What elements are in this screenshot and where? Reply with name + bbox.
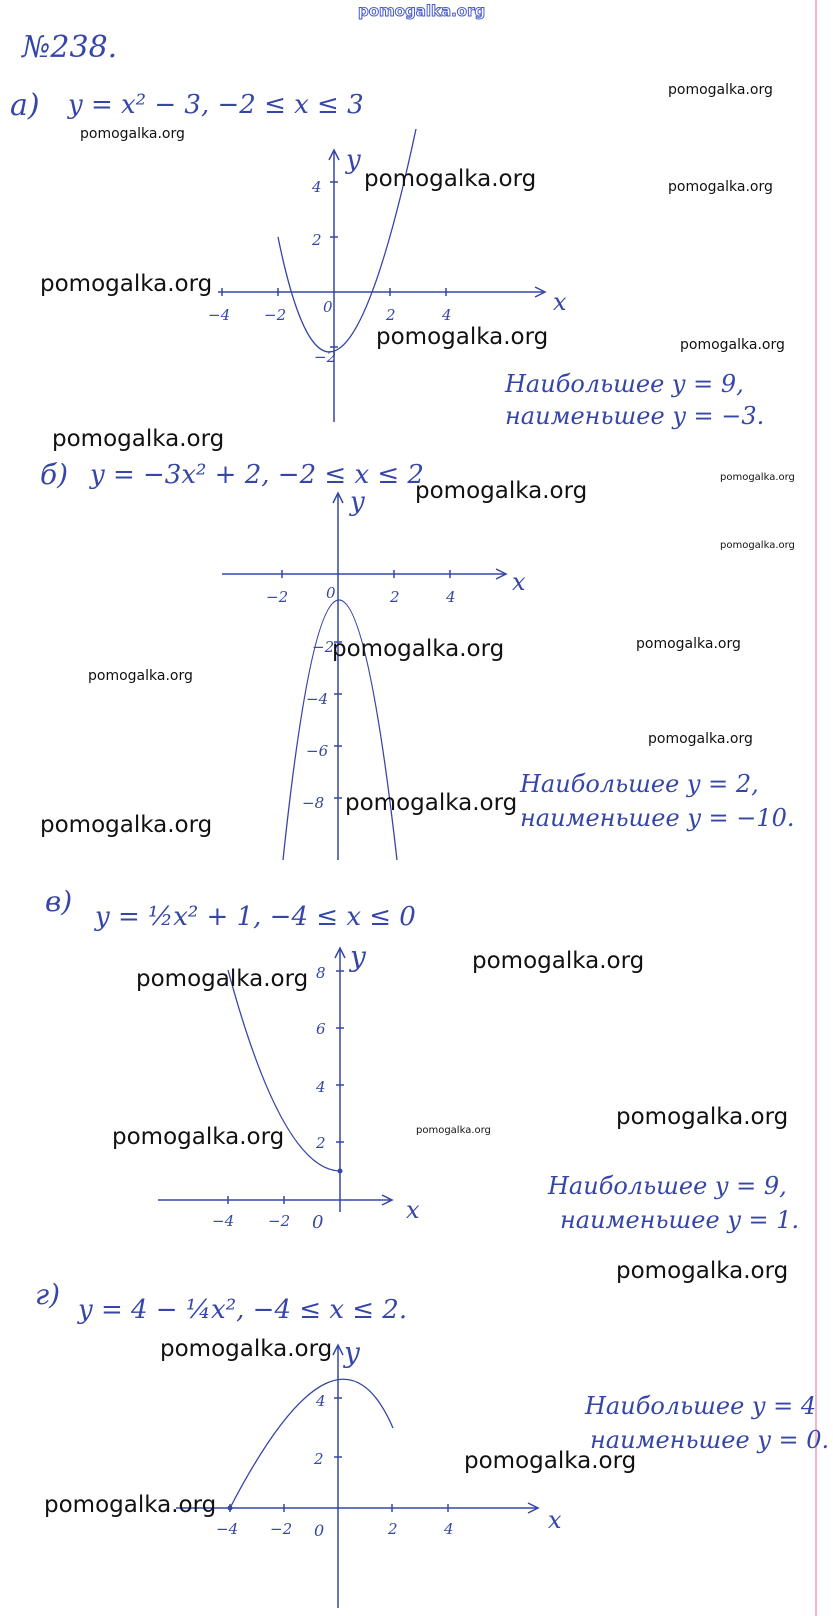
part-b-equation: y = −3x² + 2, −2 ≤ x ≤ 2 xyxy=(90,460,424,490)
watermark: pomogalka.org xyxy=(648,731,753,747)
watermark: pomogalka.org xyxy=(80,126,185,142)
watermark: pomogalka.org xyxy=(160,1336,333,1362)
svg-text:4: 4 xyxy=(312,178,322,196)
svg-text:2: 2 xyxy=(316,1134,326,1152)
part-b-label: б) xyxy=(40,458,69,491)
svg-text:−2: −2 xyxy=(312,638,335,656)
svg-text:0: 0 xyxy=(312,1212,324,1233)
svg-text:8: 8 xyxy=(316,964,326,982)
svg-text:−8: −8 xyxy=(302,794,325,812)
watermark: pomogalka.org xyxy=(364,166,537,192)
svg-text:−2: −2 xyxy=(268,1212,291,1230)
watermark: pomogalka.org xyxy=(52,426,225,452)
part-a-answer-max: Наибольшее y = 9, xyxy=(505,370,744,398)
part-d-x-label: x xyxy=(548,1506,562,1534)
svg-text:−2: −2 xyxy=(266,588,289,606)
part-d-label: г) xyxy=(35,1278,61,1311)
part-d-answer-max: Наибольшее y = 4 xyxy=(585,1392,817,1420)
site-header-watermark: pomogalka.org xyxy=(358,2,486,20)
svg-text:−4: −4 xyxy=(306,690,329,708)
part-c-label: в) xyxy=(45,885,73,918)
part-b-answer-min: наименьшее y = −10. xyxy=(520,804,795,832)
svg-text:4: 4 xyxy=(316,1078,326,1096)
svg-text:2: 2 xyxy=(312,231,322,249)
watermark: pomogalka.org xyxy=(40,271,213,297)
part-a-x-label: x xyxy=(553,288,567,316)
svg-text:−2: −2 xyxy=(270,1520,293,1538)
part-a-answer-min: наименьшее y = −3. xyxy=(505,402,765,430)
watermark: pomogalka.org xyxy=(680,337,785,353)
part-c-answer-min: наименьшее y = 1. xyxy=(560,1206,800,1234)
watermark: pomogalka.org xyxy=(616,1104,789,1130)
watermark: pomogalka.org xyxy=(668,82,773,98)
svg-text:4: 4 xyxy=(316,1392,326,1410)
watermark: pomogalka.org xyxy=(416,1125,491,1136)
part-a-label: а) xyxy=(10,88,40,123)
part-c-x-label: x xyxy=(406,1196,420,1224)
part-c-y-label: y xyxy=(350,940,366,973)
part-b-answer-max: Наибольшее y = 2, xyxy=(520,770,759,798)
svg-text:0: 0 xyxy=(323,298,333,316)
watermark: pomogalka.org xyxy=(332,636,505,662)
svg-text:2: 2 xyxy=(388,1520,398,1538)
svg-text:0: 0 xyxy=(314,1521,325,1540)
watermark: pomogalka.org xyxy=(472,948,645,974)
part-d-answer-min: наименьшее y = 0. xyxy=(590,1426,830,1454)
part-d-y-label: y xyxy=(344,1336,360,1369)
watermark: pomogalka.org xyxy=(44,1492,217,1518)
watermark: pomogalka.org xyxy=(415,478,588,504)
watermark: pomogalka.org xyxy=(720,472,795,483)
watermark: pomogalka.org xyxy=(464,1448,637,1474)
svg-text:−4: −4 xyxy=(212,1212,235,1230)
svg-text:4: 4 xyxy=(444,1520,454,1538)
watermark: pomogalka.org xyxy=(376,324,549,350)
watermark: pomogalka.org xyxy=(616,1258,789,1284)
watermark: pomogalka.org xyxy=(668,179,773,195)
svg-text:−6: −6 xyxy=(306,742,329,760)
svg-text:−2: −2 xyxy=(264,306,287,324)
part-a-y-label: y xyxy=(346,145,361,175)
svg-text:6: 6 xyxy=(316,1020,326,1038)
part-d-equation: y = 4 − ¼x², −4 ≤ x ≤ 2. xyxy=(78,1295,408,1325)
svg-text:0: 0 xyxy=(326,584,336,602)
svg-text:−4: −4 xyxy=(208,306,231,324)
watermark: pomogalka.org xyxy=(345,790,518,816)
part-b-y-label: y xyxy=(350,487,365,517)
svg-text:−2: −2 xyxy=(314,348,337,366)
watermark: pomogalka.org xyxy=(636,636,741,652)
svg-text:4: 4 xyxy=(446,588,456,606)
svg-text:−4: −4 xyxy=(216,1520,239,1538)
part-c-answer-max: Наибольшее y = 9, xyxy=(548,1172,787,1200)
svg-text:4: 4 xyxy=(442,306,452,324)
watermark: pomogalka.org xyxy=(40,812,213,838)
watermark: pomogalka.org xyxy=(136,966,309,992)
watermark: pomogalka.org xyxy=(88,668,193,684)
svg-text:2: 2 xyxy=(386,306,396,324)
part-c-equation: y = ½x² + 1, −4 ≤ x ≤ 0 xyxy=(95,902,416,932)
svg-text:2: 2 xyxy=(314,1450,324,1468)
watermark: pomogalka.org xyxy=(720,540,795,551)
problem-number: №238. xyxy=(22,30,118,65)
svg-text:2: 2 xyxy=(390,588,400,606)
part-a-equation: y = x² − 3, −2 ≤ x ≤ 3 xyxy=(68,90,364,120)
part-b-x-label: x xyxy=(512,568,526,596)
watermark: pomogalka.org xyxy=(112,1124,285,1150)
